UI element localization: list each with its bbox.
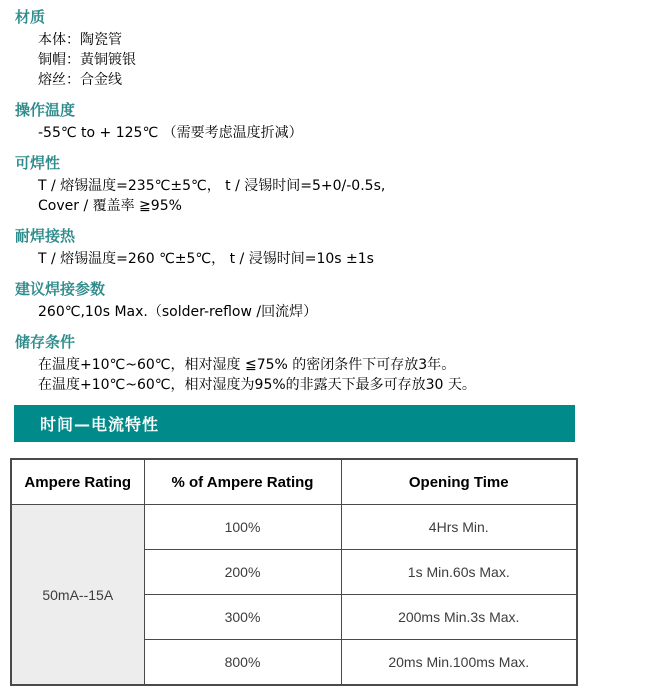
section-line: -55℃ to + 125℃ （需要考虑温度折减） bbox=[38, 125, 303, 141]
section-line: 铜帽：黃铜镀银 bbox=[38, 52, 136, 68]
table-header-row bbox=[11, 459, 577, 505]
percent-cell: 800% bbox=[144, 640, 341, 686]
section-heading-material: 材质 bbox=[15, 8, 46, 26]
section-line: 熔丝：合金线 bbox=[38, 72, 122, 88]
section-solderability bbox=[0, 153, 650, 216]
section-line: 本体：陶瓷管 bbox=[38, 32, 122, 48]
section-heading-operating-temperature: 操作温度 bbox=[15, 101, 76, 119]
section-heading-solderability: 可焊性 bbox=[15, 154, 61, 172]
opening-time-cell: 1s Min.60s Max. bbox=[341, 550, 577, 595]
time-current-banner-title: 时间—电流特性 bbox=[40, 415, 160, 434]
opening-time-cell: 4Hrs Min. bbox=[341, 505, 577, 550]
section-line: T / 熔锡温度=260 ℃±5℃， t / 浸锡时间=10s ±1s bbox=[38, 251, 374, 267]
percent-cell: 300% bbox=[144, 595, 341, 640]
section-operating-temperature bbox=[0, 100, 650, 143]
time-current-banner bbox=[14, 405, 575, 442]
col-header-opening-time: Opening Time bbox=[341, 459, 577, 505]
section-heading-storage-conditions: 储存条件 bbox=[15, 333, 76, 351]
section-heading-recommended-soldering-parameters: 建议焊接参数 bbox=[15, 280, 106, 298]
percent-cell: 200% bbox=[144, 550, 341, 595]
section-heading-soldering-heat-resistance: 耐焊接热 bbox=[15, 227, 76, 245]
section-line: T / 熔锡温度=235℃±5℃， t / 浸锡时间=5+0/-0.5s, bbox=[38, 178, 386, 194]
section-recommended-soldering-parameters bbox=[0, 279, 650, 322]
section-line: 在温度+10℃~60℃，相对湿度 ≦75% 的密闭条件下可存放3年。 bbox=[38, 357, 456, 373]
col-header-ampere-rating: Ampere Rating bbox=[11, 459, 144, 505]
ampere-rating-cell: 50mA--15A bbox=[11, 505, 144, 686]
opening-time-cell: 200ms Min.3s Max. bbox=[341, 595, 577, 640]
opening-time-cell: 20ms Min.100ms Max. bbox=[341, 640, 577, 686]
col-header-percent-of-ampere-rating: % of Ampere Rating bbox=[144, 459, 341, 505]
section-line: 在温度+10℃~60℃，相对湿度为95%的非露天下最多可存放30 天。 bbox=[38, 377, 476, 393]
section-line: 260℃,10s Max.（solder-reflow /回流焊） bbox=[38, 304, 318, 320]
section-material bbox=[0, 7, 650, 90]
section-line: Cover / 覆盖率 ≧95% bbox=[38, 198, 182, 214]
section-soldering-heat-resistance bbox=[0, 226, 650, 269]
percent-cell: 100% bbox=[144, 505, 341, 550]
section-storage-conditions bbox=[0, 332, 650, 395]
table-row bbox=[11, 505, 577, 550]
time-current-table bbox=[10, 458, 578, 686]
